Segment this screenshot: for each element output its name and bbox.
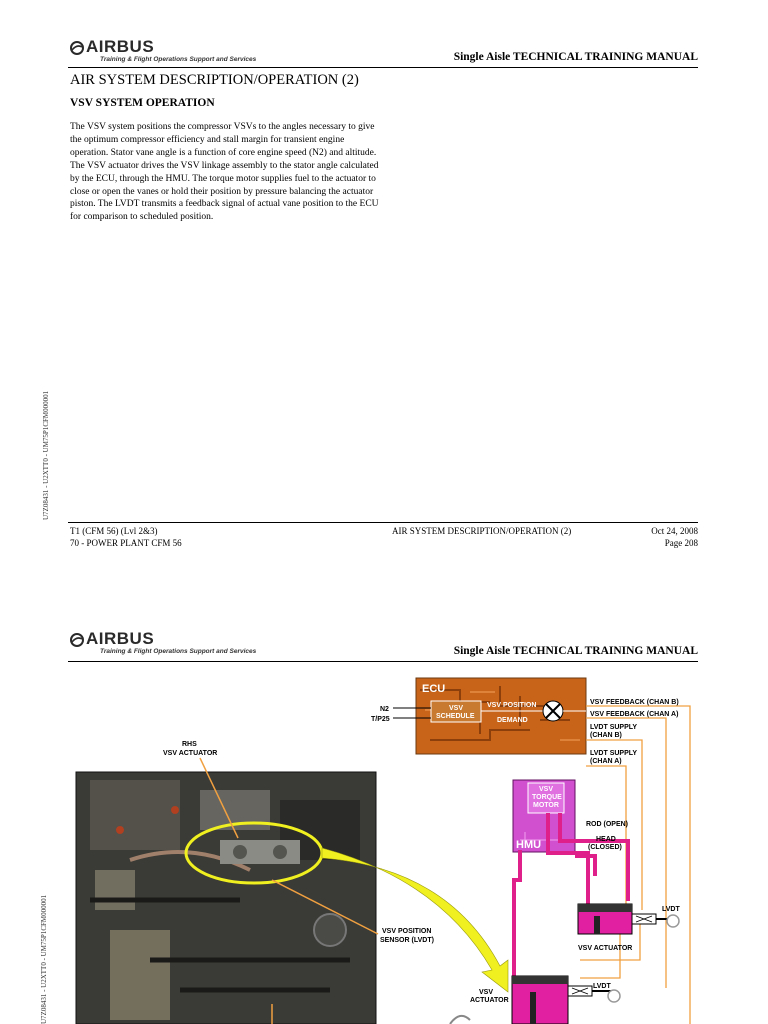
rhs-label: VSV ACTUATOR	[163, 750, 218, 757]
side-code: U7Z08431 - U2XTT0 - UM75P1CFM000001	[40, 894, 48, 1024]
vsv-system-diagram	[0, 600, 768, 1024]
lvdt-supply-chan-a-label: LVDT SUPPLY	[590, 750, 638, 757]
manual-title: Single Aisle TECHNICAL TRAINING MANUAL	[453, 645, 698, 657]
footer-center: AIR SYSTEM DESCRIPTION/OPERATION (2)	[392, 526, 572, 536]
vsv-schedule-label: VSV	[449, 705, 464, 712]
footer-rule	[68, 522, 698, 523]
tp25-label: T/P25	[371, 716, 390, 723]
vsv-actuator-schematic	[578, 904, 680, 952]
n2-label: N2	[380, 706, 389, 713]
vsv-actuator-schematic-2	[470, 976, 620, 1024]
vsv-actuator-label: ACTUATOR	[470, 997, 509, 1004]
lvdt-supply-chan-a-label: (CHAN A)	[590, 758, 622, 765]
section-title: AIR SYSTEM DESCRIPTION/OPERATION (2)	[70, 72, 359, 88]
paragraph: The VSV actuator drives the VSV linkage assembly to the stator angle calculated by the ECU, through the HMU. The torque motor supplies fuel to the actuator to close or open the vanes or hold their position by pressure balancing the actuator piston. The LVDT transmits a feedback signal of actual vane position to the ECU for comparison to scheduled position.	[70, 160, 379, 223]
lvdt-supply-chan-b-label: LVDT SUPPLY	[590, 724, 638, 731]
airbus-logo	[70, 38, 256, 64]
lvdt-supply-chan-b-label: (CHAN B)	[590, 732, 622, 739]
torque-motor-label: VSV	[539, 786, 554, 793]
brand-name: AIRBUS	[86, 37, 155, 56]
hmu-label: HMU	[516, 839, 542, 851]
vsv-feedback-chan-a-label: VSV FEEDBACK (CHAN A)	[590, 711, 679, 718]
footer-chapter: 70 - POWER PLANT CFM 56	[70, 538, 182, 548]
body-text	[70, 121, 382, 224]
torque-motor-label: TORQUE	[532, 794, 562, 801]
rod-open-label: ROD (OPEN)	[586, 821, 628, 828]
manual-title: Single Aisle TECHNICAL TRAINING MANUAL	[453, 51, 698, 63]
lvdt-label: LVDT	[593, 983, 611, 990]
section-subtitle: VSV SYSTEM OPERATION	[70, 97, 215, 109]
footer-right	[651, 525, 698, 549]
brand-subtitle: Training & Flight Operations Support and Services	[100, 648, 257, 655]
footer-left	[70, 525, 182, 549]
brand-subtitle: Training & Flight Operations Support and Services	[100, 56, 257, 63]
vsv-feedback-chan-b-label: VSV FEEDBACK (CHAN B)	[590, 699, 679, 706]
vsv-actuator-label: VSV	[479, 989, 494, 996]
footer-course: T1 (CFM 56) (Lvl 2&3)	[70, 526, 158, 536]
manual-page-209	[0, 600, 768, 1024]
airbus-swirl-icon	[70, 41, 84, 55]
torque-motor-label: MOTOR	[533, 802, 559, 809]
vsv-schedule-label: SCHEDULE	[436, 713, 475, 720]
position-sensor-label: SENSOR (LVDT)	[380, 937, 434, 944]
rhs-label: RHS	[182, 741, 197, 748]
brand-name: AIRBUS	[86, 629, 155, 648]
demand-label: DEMAND	[497, 717, 528, 724]
header-rule	[68, 67, 698, 68]
lvdt-label: LVDT	[662, 906, 680, 913]
side-code: U7Z08431 - U2XTT0 - UM75P1CFM000001	[42, 390, 50, 520]
footer-date: Oct 24, 2008	[651, 526, 698, 536]
position-sensor-label: VSV POSITION	[382, 928, 432, 935]
paragraph: The VSV system positions the compressor VSVs to the angles necessary to give the optimum compressor efficiency and stall margin for transient engine operation. Stator vane angle is a function of core engine speed (N2) and altitude.	[70, 122, 377, 158]
vsv-actuator-label: VSV ACTUATOR	[578, 945, 633, 952]
ecu-label: ECU	[422, 683, 446, 695]
footer-page: Page 208	[664, 538, 698, 548]
head-closed-label: (CLOSED)	[588, 844, 622, 851]
head-closed-label: HEAD	[596, 836, 616, 843]
engine-photo	[76, 772, 376, 1024]
ecu-block	[416, 678, 586, 754]
vsv-position-label: VSV POSITION	[487, 702, 537, 709]
